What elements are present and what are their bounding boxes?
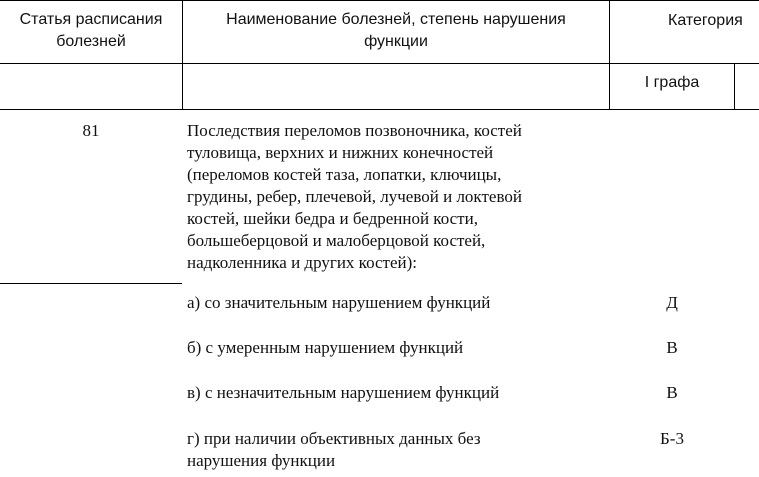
item-c-label: в) с незначительным нарушением функций	[187, 383, 500, 402]
item-d-category: Б-3	[660, 429, 684, 448]
item-a-category: Д	[666, 293, 678, 312]
header-name-line-2: функции	[364, 33, 428, 50]
article-number	[0, 120, 182, 142]
description-line: надколенника и других костей):	[187, 253, 417, 272]
header-article-column	[0, 9, 182, 53]
header-name-column	[183, 9, 609, 53]
article-description	[187, 120, 522, 274]
subheader-category-column	[610, 72, 734, 94]
header-category-label: Категория	[668, 12, 743, 29]
column-divider-3	[734, 64, 735, 110]
header-article-line-2: болезней	[56, 33, 126, 50]
header-divider	[0, 63, 759, 64]
item-d-label-line: г) при наличии объективных данных без	[187, 429, 481, 448]
description-line: большеберцовой и малоберцовой костей,	[187, 231, 486, 250]
item-a-label: а) со значительным нарушением функций	[187, 293, 491, 312]
description-line: (переломов костей таза, лопатки, ключицы,	[187, 165, 502, 184]
item-c-category: В	[666, 383, 678, 402]
description-line: Последствия переломов позвоночника, костей	[187, 121, 522, 140]
subheader-category-label: I графа	[644, 74, 700, 91]
description-line: костей, шейки бедра и бедренной кости,	[187, 209, 478, 228]
description-line: грудины, ребер, плечевой, лучевой и локтевой	[187, 187, 522, 206]
article-number-text: 81	[82, 121, 100, 140]
table-top-border	[0, 0, 759, 1]
article-divider	[0, 283, 182, 284]
description-line: туловища, верхних и нижних конечностей	[187, 143, 494, 162]
header-article-line-1: Статья расписания	[19, 11, 163, 28]
item-d-label	[187, 428, 481, 472]
header-category-column	[668, 10, 743, 32]
item-b-label: б) с умеренным нарушением функций	[187, 338, 464, 357]
subheader-divider	[0, 109, 759, 110]
item-d-label-line: нарушения функции	[187, 451, 336, 470]
item-b-category: В	[666, 338, 678, 357]
header-name-line-1: Наименование болезней, степень нарушения	[226, 11, 566, 28]
